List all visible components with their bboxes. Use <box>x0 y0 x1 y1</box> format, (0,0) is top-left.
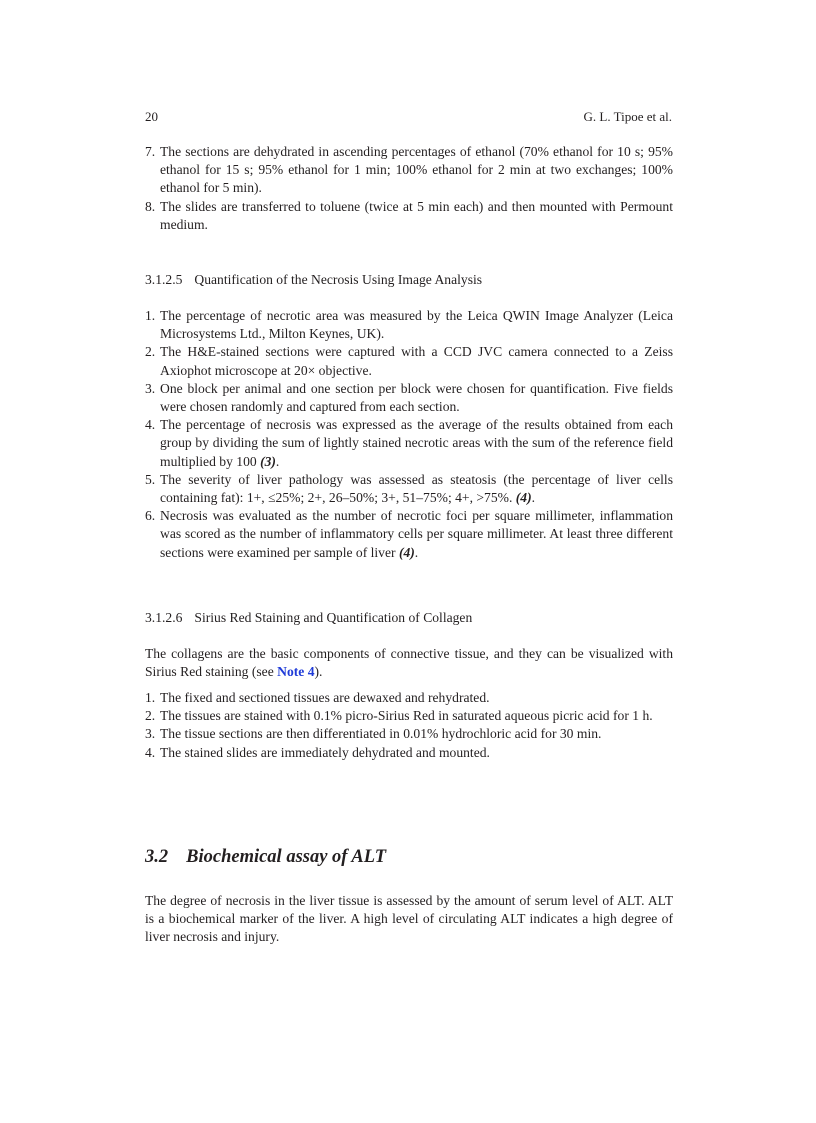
list-item: 4. The stained slides are immediately dehydrated and mounted. <box>145 744 490 760</box>
running-head-authors: G. L. Tipoe et al. <box>583 109 672 124</box>
steps-list-c <box>145 689 673 762</box>
list-item: 3. The tissue sections are then differentiated in 0.01% hydrochloric acid for 30 min. <box>145 726 602 742</box>
note-4-link[interactable]: Note 4 <box>277 664 315 680</box>
list-item: 7. The sections are dehydrated in ascending percentages of ethanol (70% ethanol for 10 s; 95% ethanol for 15 s; 95% ethanol for 1 min; 100% ethanol for 2 min at two exchanges; 100% ethanol for 5 min). <box>145 144 673 196</box>
section-number: 3.1.2.6 <box>145 610 183 625</box>
section-heading-3-1-2-5 <box>145 271 673 289</box>
section-number: 3.2 <box>145 847 169 867</box>
section-title: Sirius Red Staining and Quantification of Collagen <box>194 610 473 625</box>
list-item: 4. The percentage of necrosis was expressed as the average of the results obtained from each group by dividing the sum of lightly stained necrotic areas with the sum of the reference field multiplied by 100 (3). <box>145 417 673 469</box>
list-item: 1. The percentage of necrotic area was measured by the Leica QWIN Image Analyzer (Leica Microsystems Ltd., Milton Keynes, UK). <box>145 308 673 342</box>
intro-paragraph: The collagens are the basic components of connective tissue, and they can be visualized with Sirius Red staining (see Note 4). <box>145 646 673 680</box>
list-item: 6. Necrosis was evaluated as the number of necrotic foci per square millimeter, inflammation was scored as the number of inflammatory cells per square millimeter. At least three different sections were examined per sample of liver (4). <box>145 508 673 560</box>
steps-list-b <box>145 307 673 562</box>
section-heading-3-2 <box>145 846 673 868</box>
section-number: 3.1.2.5 <box>145 272 183 287</box>
page-number: 20 <box>145 109 158 124</box>
running-head <box>145 108 672 126</box>
list-item: 1. The fixed and sectioned tissues are dewaxed and rehydrated. <box>145 690 490 705</box>
citation: (3) <box>260 453 276 469</box>
citation: (4) <box>515 490 532 506</box>
section-title: Quantification of the Necrosis Using Image Analysis <box>194 272 483 287</box>
list-item: 5. The severity of liver pathology was assessed as steatosis (the percentage of liver cells containing fat): 1+, ≤25%; 2+, 26–50%; 3+, 51–75%; 4+, >75%. (4). <box>145 471 673 506</box>
section-heading-3-1-2-6 <box>145 609 673 627</box>
list-item: 8. The slides are transferred to toluene (twice at 5 min each) and then mounted with Permount medium. <box>145 198 673 232</box>
list-item: 2. The H&E-stained sections were captured with a CCD JVC camera connected to a Zeiss Axiophot microscope at 20× objective. <box>145 344 673 378</box>
steps-list-a <box>145 143 673 234</box>
list-item: 2. The tissues are stained with 0.1% picro-Sirius Red in saturated aqueous picric acid for 1 h. <box>145 708 653 724</box>
citation: (4) <box>398 544 415 560</box>
section-title: Biochemical assay of ALT <box>186 847 387 867</box>
alt-paragraph: The degree of necrosis in the liver tissue is assessed by the amount of serum level of ALT. ALT is a biochemical marker of the liver. A high level of circulating ALT indicates a high degree of liver necrosis and injury. <box>145 893 673 945</box>
list-item: 3. One block per animal and one section per block were chosen for quantification. Five fields were chosen randomly and captured from each section. <box>145 380 673 415</box>
